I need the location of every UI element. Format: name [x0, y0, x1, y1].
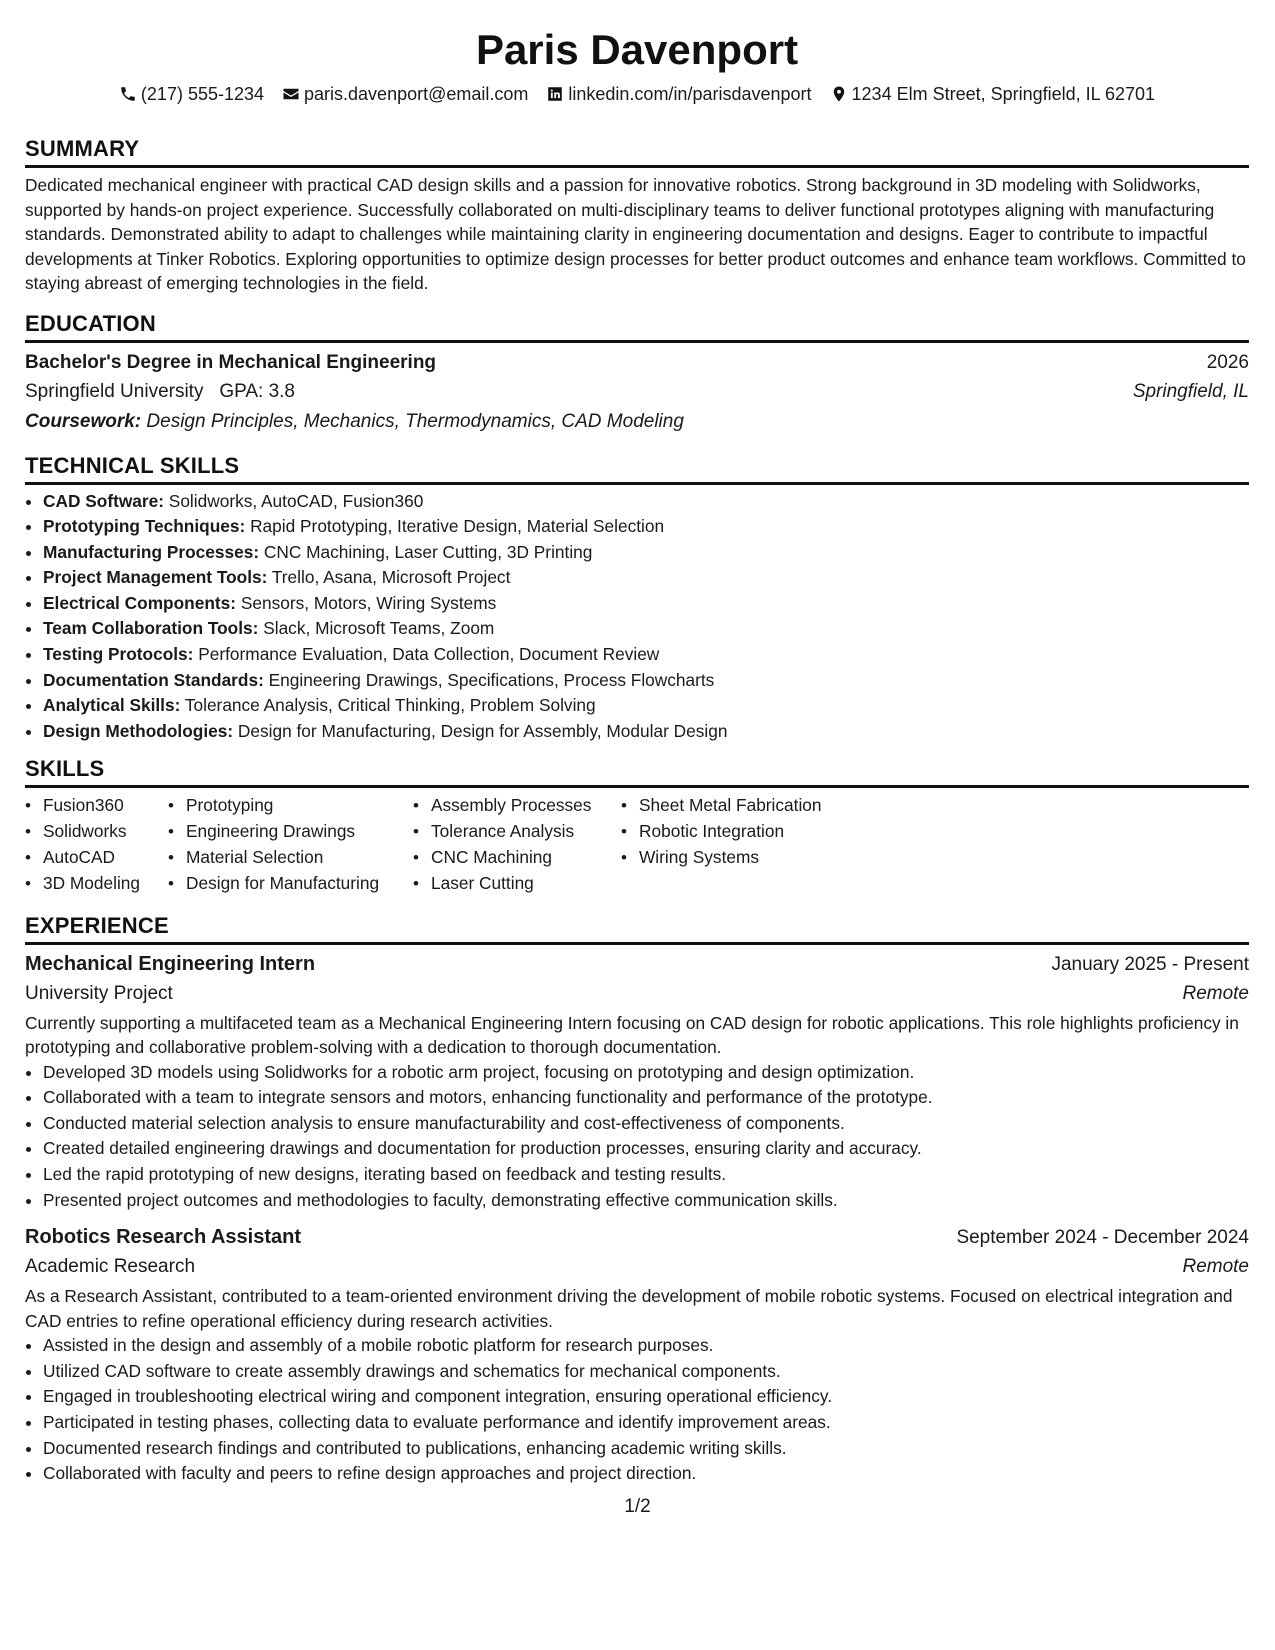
section-title-education: EDUCATION — [25, 311, 1249, 343]
skill-label: Documentation Standards: — [43, 669, 264, 690]
list-item: • Assisted in the design and assembly of a mobile robotic platform for research purposes. — [43, 1333, 1249, 1359]
skills-column-1 — [25, 793, 168, 896]
section-title-summary: SUMMARY — [25, 136, 1249, 168]
job-header — [25, 950, 1249, 979]
resume-content — [25, 0, 1249, 1487]
education-row-1 — [25, 349, 1249, 377]
job-title: Robotics Research Assistant — [25, 1226, 302, 1249]
list-item: • Solidworks — [25, 819, 168, 845]
skill-label: Prototyping Techniques: — [43, 516, 246, 537]
degree-year: 2026 — [1206, 351, 1249, 373]
list-item: • Utilized CAD software to create assembly drawings and schematics for mechanical components. — [43, 1359, 1249, 1385]
candidate-name: Paris Davenport — [475, 26, 799, 73]
linkedin-text: linkedin.com/in/parisdavenport — [568, 84, 812, 104]
experience-section — [25, 913, 1249, 1487]
job-title: Mechanical Engineering Intern — [25, 952, 316, 975]
list-item — [43, 540, 1249, 566]
skill-value: Engineering Drawings, Specifications, Process Flowcharts — [268, 669, 715, 690]
list-item: • CNC Machining — [413, 845, 621, 871]
list-item: • Led the rapid prototyping of new designs, iterating based on feedback and testing results. — [43, 1162, 1249, 1188]
list-item: • Robotic Integration — [621, 819, 861, 845]
job-description: Currently supporting a multifaceted team as a Mechanical Engineering Intern focusing on CAD design for robotic applications. This role highlights proficiency in prototyping and collaborative problem-solving with a dedication to thorough documentation. — [25, 1012, 1239, 1058]
job-header — [25, 1223, 1249, 1252]
summary-section — [25, 136, 1249, 296]
skills-column-3 — [413, 793, 621, 896]
contact-bar — [25, 82, 1249, 106]
job-description: As a Research Assistant, contributed to a team-oriented environment driving the development of mobile robotic systems. Focused on electrical integration and CAD entries to refine operational efficiency during research activities. — [25, 1286, 1233, 1331]
school-name: Springfield University — [25, 380, 204, 402]
skill-label: Design Methodologies: — [43, 720, 234, 741]
list-item: • Engaged in troubleshooting electrical wiring and component integration, ensuring operational efficiency. — [43, 1384, 1249, 1410]
job-dates: January 2025 - Present — [1051, 953, 1249, 975]
education-section — [25, 311, 1249, 437]
skills-grid — [25, 793, 1249, 896]
list-item: • Collaborated with faculty and peers to refine design approaches and project direction. — [43, 1461, 1249, 1487]
skill-value: Slack, Microsoft Teams, Zoom — [263, 618, 495, 639]
technical-skills-list — [25, 489, 1249, 745]
list-item — [43, 693, 1249, 719]
list-item: • Documented research findings and contributed to publications, enhancing academic writing skills. — [43, 1436, 1249, 1462]
job-subheader — [25, 979, 1249, 1009]
section-title-technical-skills: TECHNICAL SKILLS — [25, 453, 1249, 485]
section-title-experience: EXPERIENCE — [25, 913, 1249, 945]
job-bullets — [25, 1060, 1249, 1214]
list-item: • 3D Modeling — [25, 871, 168, 897]
school-location: Springfield, IL — [1132, 380, 1249, 402]
skill-label: Manufacturing Processes: — [43, 541, 260, 562]
list-item: • Collaborated with a team to integrate sensors and motors, enhancing functionality and performance of the prototype. — [43, 1085, 1249, 1111]
contact-linkedin[interactable] — [546, 82, 811, 106]
skills-section — [25, 756, 1249, 896]
skills-column-4 — [621, 793, 861, 896]
coursework-label: Coursework: — [25, 410, 142, 432]
job-entry-2 — [25, 1223, 1249, 1487]
skill-label: Analytical Skills: — [43, 695, 181, 716]
coursework-list: Design Principles, Mechanics, Thermodynamics, CAD Modeling — [146, 410, 684, 432]
skill-label: Project Management Tools: — [43, 567, 268, 588]
list-item — [43, 565, 1249, 591]
envelope-icon — [282, 85, 300, 103]
school-line — [25, 377, 295, 407]
list-item: • Tolerance Analysis — [413, 819, 621, 845]
phone-icon — [119, 85, 137, 103]
list-item: • Sheet Metal Fabrication — [621, 793, 861, 819]
skill-value: Performance Evaluation, Data Collection, Document Review — [198, 644, 660, 665]
coursework-line — [25, 407, 1249, 437]
technical-skills-section — [25, 453, 1249, 745]
skill-value: Design for Manufacturing, Design for Assembly, Modular Design — [237, 720, 728, 741]
list-item: • Design for Manufacturing — [168, 871, 413, 897]
list-item — [43, 642, 1249, 668]
skill-value: Rapid Prototyping, Iterative Design, Material Selection — [250, 516, 665, 537]
skills-column-2 — [168, 793, 413, 896]
list-item — [43, 616, 1249, 642]
summary-text: Dedicated mechanical engineer with practical CAD design skills and a passion for innovative robotics. Strong background in 3D modeling with Solidworks, supported by hands-on project experience. Successfully collaborated on multi-disciplinary teams to deliver functional prototypes aligning with manufacturing standards. Demonstrated ability to adapt to challenges while maintaining clarity in engineering documentation and designs. Eager to contribute to impactful developments at Tinker Robotics. Exploring opportunities to optimize design processes for better product outcomes and enhance team workflows. Committed to staying abreast of emerging technologies in the field. — [25, 175, 1246, 293]
list-item: • Assembly Processes — [413, 793, 621, 819]
linkedin-icon — [546, 85, 564, 103]
phone-text: (217) 555-1234 — [140, 84, 265, 104]
job-location: Remote — [1182, 1256, 1249, 1278]
email-text: paris.davenport@email.com — [304, 84, 529, 104]
page-number: 1/2 — [624, 1496, 651, 1517]
skill-label: Team Collaboration Tools: — [43, 618, 259, 639]
list-item: • AutoCAD — [25, 845, 168, 871]
list-item: • Conducted material selection analysis to ensure manufacturability and cost-effectiveness of components. — [43, 1111, 1249, 1137]
skill-label: Electrical Components: — [43, 592, 237, 613]
list-item — [43, 514, 1249, 540]
list-item — [43, 591, 1249, 617]
job-entry-1 — [25, 950, 1249, 1214]
list-item — [43, 719, 1249, 745]
contact-email[interactable] — [282, 82, 528, 106]
list-item: • Participated in testing phases, collecting data to evaluate performance and identify improvement areas. — [43, 1410, 1249, 1436]
skill-label: Testing Protocols: — [43, 644, 194, 665]
list-item: • Engineering Drawings — [168, 819, 413, 845]
education-row-2 — [25, 377, 1249, 407]
list-item: • Laser Cutting — [413, 871, 621, 897]
job-location: Remote — [1182, 982, 1249, 1004]
degree-title: Bachelor's Degree in Mechanical Engineering — [25, 351, 437, 373]
list-item — [43, 668, 1249, 694]
section-title-skills: SKILLS — [25, 756, 1249, 788]
skill-value: Trello, Asana, Microsoft Project — [271, 567, 511, 588]
list-item: • Material Selection — [168, 845, 413, 871]
skill-value: Sensors, Motors, Wiring Systems — [240, 592, 497, 613]
job-dates: September 2024 - December 2024 — [956, 1227, 1249, 1249]
skill-value: Tolerance Analysis, Critical Thinking, Problem Solving — [184, 695, 596, 716]
list-item: • Developed 3D models using Solidworks for a robotic arm project, focusing on prototyping and design optimization. — [43, 1060, 1249, 1086]
skill-label: CAD Software: — [43, 490, 164, 511]
contact-address — [830, 82, 1156, 106]
skill-value: Solidworks, AutoCAD, Fusion360 — [168, 490, 424, 511]
list-item: • Wiring Systems — [621, 845, 861, 871]
job-org: University Project — [25, 982, 173, 1004]
list-item: • Fusion360 — [25, 793, 168, 819]
list-item — [43, 489, 1249, 515]
job-bullets — [25, 1333, 1249, 1487]
list-item: • Created detailed engineering drawings and documentation for production processes, ensuring clarity and accuracy. — [43, 1136, 1249, 1162]
job-subheader — [25, 1252, 1249, 1282]
skill-value: CNC Machining, Laser Cutting, 3D Printing — [263, 541, 593, 562]
list-item: • Prototyping — [168, 793, 413, 819]
school-gpa: GPA: 3.8 — [219, 380, 295, 402]
map-pin-icon — [830, 85, 848, 103]
contact-phone[interactable] — [119, 82, 264, 106]
job-org: Academic Research — [25, 1256, 196, 1278]
address-text: 1234 Elm Street, Springfield, IL 62701 — [851, 84, 1156, 104]
list-item: • Presented project outcomes and methodologies to faculty, demonstrating effective communication skills. — [43, 1188, 1249, 1214]
